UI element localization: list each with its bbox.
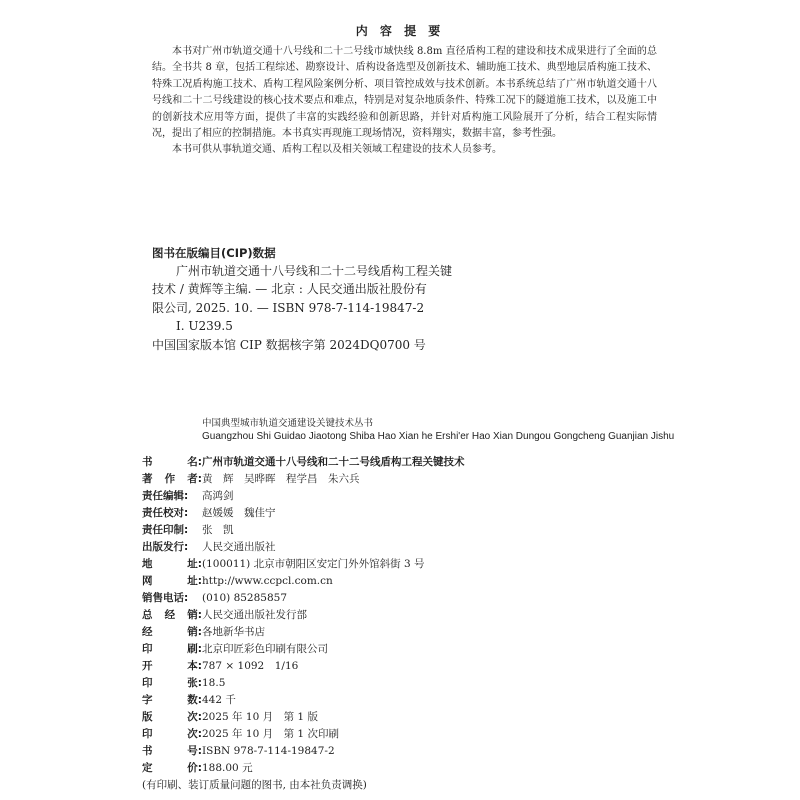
colophon-label: 印 张: (142, 677, 202, 689)
colophon-value: (010) 85285857 (202, 592, 288, 604)
colophon-value: 人民交通出版社 (202, 541, 276, 553)
series-pinyin: Guangzhou Shi Guidao Jiaotong Shiba Hao Xian he Ershi'er Hao Xian Dungou Gongcheng Guanjian Jishu (202, 430, 675, 442)
colophon-label: 字 数: (142, 694, 202, 706)
colophon (142, 454, 662, 794)
colophon-label: 书 号: (142, 745, 202, 757)
colophon-value: 442 千 (202, 694, 236, 706)
colophon-row (142, 505, 662, 522)
colophon-row (142, 641, 662, 658)
colophon-row (142, 743, 662, 760)
colophon-label: 版 次: (142, 711, 202, 723)
colophon-label: 出版发行: (142, 541, 189, 553)
colophon-label: 开 本: (142, 660, 202, 672)
colophon-label: 地 址: (142, 558, 202, 570)
colophon-row (142, 624, 662, 641)
colophon-label: 印 次: (142, 728, 202, 740)
series-block (202, 418, 674, 443)
colophon-value: (100011) 北京市朝阳区安定门外外馆斜街 3 号 (202, 558, 425, 570)
colophon-label: 销售电话: (142, 592, 189, 604)
colophon-value: 赵媛媛 魏佳宁 (202, 507, 276, 519)
quality-note: (有印刷、装订质量问题的图书, 由本社负责调换) (142, 779, 367, 791)
colophon-row (142, 556, 662, 573)
colophon-value: 2025 年 10 月 第 1 版 (202, 711, 318, 723)
colophon-row (142, 573, 662, 590)
colophon-row (142, 709, 662, 726)
colophon-label: 经 销: (142, 626, 202, 638)
cip-line: 广州市轨道交通十八号线和二十二号线盾构工程关键 (176, 264, 453, 278)
colophon-value: 北京印匠彩色印刷有限公司 (202, 643, 328, 655)
colophon-value: 黄 辉 吴晔晖 程学昌 朱六兵 (202, 473, 360, 485)
cip-title: 图书在版编目(CIP)数据 (152, 246, 276, 260)
colophon-value: ISBN 978-7-114-19847-2 (202, 745, 335, 757)
colophon-value: 高鸿剑 (202, 490, 234, 502)
cip-block (152, 244, 672, 354)
summary-text (152, 44, 657, 159)
summary-paragraph: 本书对广州市轨道交通十八号线和二十二号线市域快线 8.8m 直径盾构工程的建设和技术成果进行了全面的总结。全书共 8 章，包括工程综述、勘察设计、盾构设备选型及创新技术、辅助施工技术、典型地层盾构施工技术、特殊工况盾构施工技术、盾构工程风险案例分析、项目管控成效与技术创新。本书系统总结了广州市轨道交通十八号线和二十二号线建设的核心技术要点和难点，特别是对复杂地质条件、特殊工况下的隧道施工技术，以及施工中的创新技术应用等方面，提供了丰富的实践经验和创新思路，并针对盾构施工风险展开了分析，结合工程实际情况，提出了相应的控制措施。本书真实再现施工现场情况，资料翔实，数据丰富，参考性强。 (152, 46, 657, 140)
colophon-row (142, 692, 662, 709)
colophon-value: http://www.ccpcl.com.cn (202, 575, 333, 587)
colophon-value: 18.5 (202, 677, 226, 689)
colophon-value: 787 × 1092 1/16 (202, 660, 299, 672)
colophon-row (142, 760, 662, 777)
colophon-value: 各地新华书店 (202, 626, 265, 638)
colophon-label: 网 址: (142, 575, 202, 587)
colophon-label: 责任编辑: (142, 490, 189, 502)
colophon-row (142, 471, 662, 488)
summary-title: 内 容 提 要 (355, 24, 445, 38)
colophon-label: 著 作 者: (142, 473, 202, 485)
colophon-value: 张 凯 (202, 524, 234, 536)
cip-line: 限公司, 2025. 10. — ISBN 978-7-114-19847-2 (152, 300, 425, 315)
summary-paragraph: 本书可供从事轨道交通、盾构工程以及相关领域工程建设的技术人员参考。 (172, 144, 502, 156)
colophon-value: 人民交通出版社发行部 (202, 609, 307, 621)
cip-body (152, 262, 672, 354)
colophon-row (142, 658, 662, 675)
cip-line: Ⅰ. U239.5 (176, 319, 233, 334)
colophon-value: 2025 年 10 月 第 1 次印刷 (202, 728, 339, 740)
cip-line: 中国国家版本馆 CIP 数据核字第 2024DQ0700 号 (152, 337, 426, 352)
cip-line: 技术 / 黄辉等主编. — 北京 : 人民交通出版社股份有 (152, 282, 427, 297)
colophon-row (142, 590, 662, 607)
colophon-row (142, 454, 662, 471)
colophon-row (142, 539, 662, 556)
series-name: 中国典型城市轨道交通建设关键技术丛书 (202, 418, 374, 429)
colophon-label: 印 刷: (142, 643, 202, 655)
colophon-row (142, 488, 662, 505)
colophon-value: 广州市轨道交通十八号线和二十二号线盾构工程关键技术 (202, 456, 465, 468)
colophon-label: 总 经 销: (142, 609, 202, 621)
colophon-label: 责任校对: (142, 507, 189, 519)
colophon-row (142, 607, 662, 624)
colophon-row (142, 675, 662, 692)
colophon-label: 定 价: (142, 762, 202, 774)
colophon-label: 书 名: (142, 456, 202, 468)
colophon-row (142, 726, 662, 743)
colophon-value: 188.00 元 (202, 762, 253, 774)
colophon-label: 责任印制: (142, 524, 189, 536)
colophon-row (142, 522, 662, 539)
